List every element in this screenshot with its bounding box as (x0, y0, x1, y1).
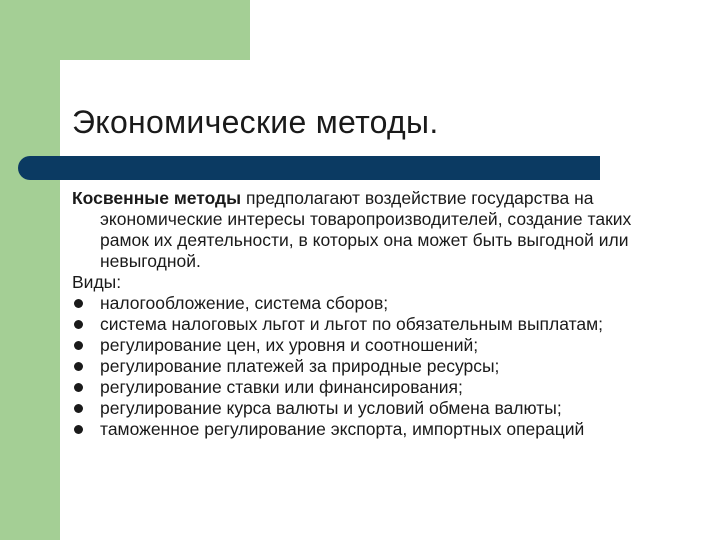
list-item-text: налогообложение, система сборов; (100, 293, 389, 313)
bullet-dot-icon (74, 320, 83, 329)
intro-paragraph (72, 188, 672, 272)
list-item (72, 398, 672, 419)
list-item-text: регулирование ставки или финансирования; (100, 377, 463, 397)
slide-title: Экономические методы. (72, 104, 439, 140)
bullet-dot-icon (74, 383, 83, 392)
list-item-text: регулирование цен, их уровня и соотношений; (100, 335, 479, 355)
title-underline-bar (18, 156, 600, 180)
list-item (72, 377, 672, 398)
bullet-dot-icon (74, 425, 83, 434)
intro-bold-term: Косвенные методы (72, 188, 242, 208)
list-item-text: регулирование платежей за природные ресурсы; (100, 356, 500, 376)
bullet-dot-icon (74, 299, 83, 308)
kinds-label: Виды: (72, 272, 122, 292)
list-item (72, 314, 672, 335)
list-item (72, 293, 672, 314)
decor-green-top (0, 0, 250, 60)
list-item (72, 419, 672, 440)
list-item (72, 335, 672, 356)
list-item-text: система налоговых льгот и льгот по обязательным выплатам; (100, 314, 604, 334)
slide-body (72, 188, 672, 440)
list-item (72, 356, 672, 377)
bullet-dot-icon (74, 341, 83, 350)
bullet-list (72, 293, 672, 440)
bullet-dot-icon (74, 404, 83, 413)
intro-text: предполагают воздействие государства на экономические интересы товаропроизводителей, создание таких рамок их деятельности, в которых она может быть выгодной или невыгодной. (100, 188, 632, 271)
bullet-dot-icon (74, 362, 83, 371)
decor-green-left (0, 0, 60, 540)
list-item-text: регулирование курса валюты и условий обмена валюты; (100, 398, 562, 418)
list-item-text: таможенное регулирование экспорта, импортных операций (100, 419, 585, 439)
